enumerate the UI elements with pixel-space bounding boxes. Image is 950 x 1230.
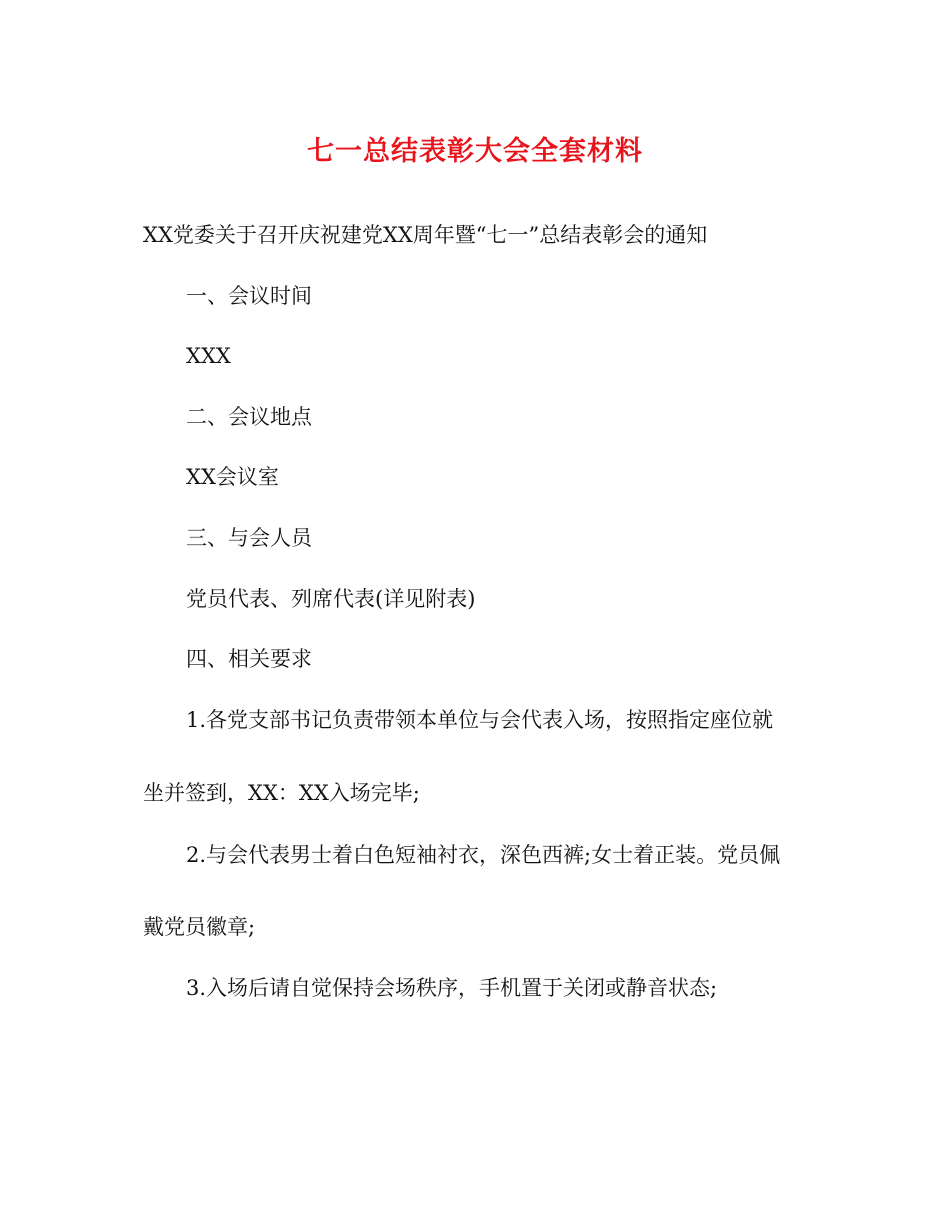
section-heading-attendees: 三、与会人员 (186, 526, 312, 550)
notice-heading: XX党委关于召开庆祝建党XX周年暨“七一”总结表彰会的通知 (143, 223, 708, 247)
section-content-time: XXX (186, 344, 231, 368)
section-content-location: XX会议室 (186, 465, 279, 489)
section-heading-location: 二、会议地点 (186, 405, 312, 429)
requirement-2-line-2: 戴党员徽章; (143, 915, 256, 939)
section-heading-time: 一、会议时间 (186, 284, 312, 308)
section-heading-requirements: 四、相关要求 (186, 647, 312, 671)
section-content-attendees: 党员代表、列席代表(详见附表) (186, 587, 476, 611)
requirement-1-line-2: 坐并签到，XX：XX入场完毕; (143, 781, 420, 805)
requirement-2-line-1: 2.与会代表男士着白色短袖衬衣，深色西裤;女士着正装。党员佩 (186, 843, 781, 867)
document-title: 七一总结表彰大会全套材料 (307, 136, 643, 167)
requirement-1-line-1: 1.各党支部书记负责带领本单位与会代表入场，按照指定座位就 (186, 708, 774, 732)
requirement-3-line-1: 3.入场后请自觉保持会场秩序，手机置于关闭或静音状态; (186, 976, 718, 1000)
